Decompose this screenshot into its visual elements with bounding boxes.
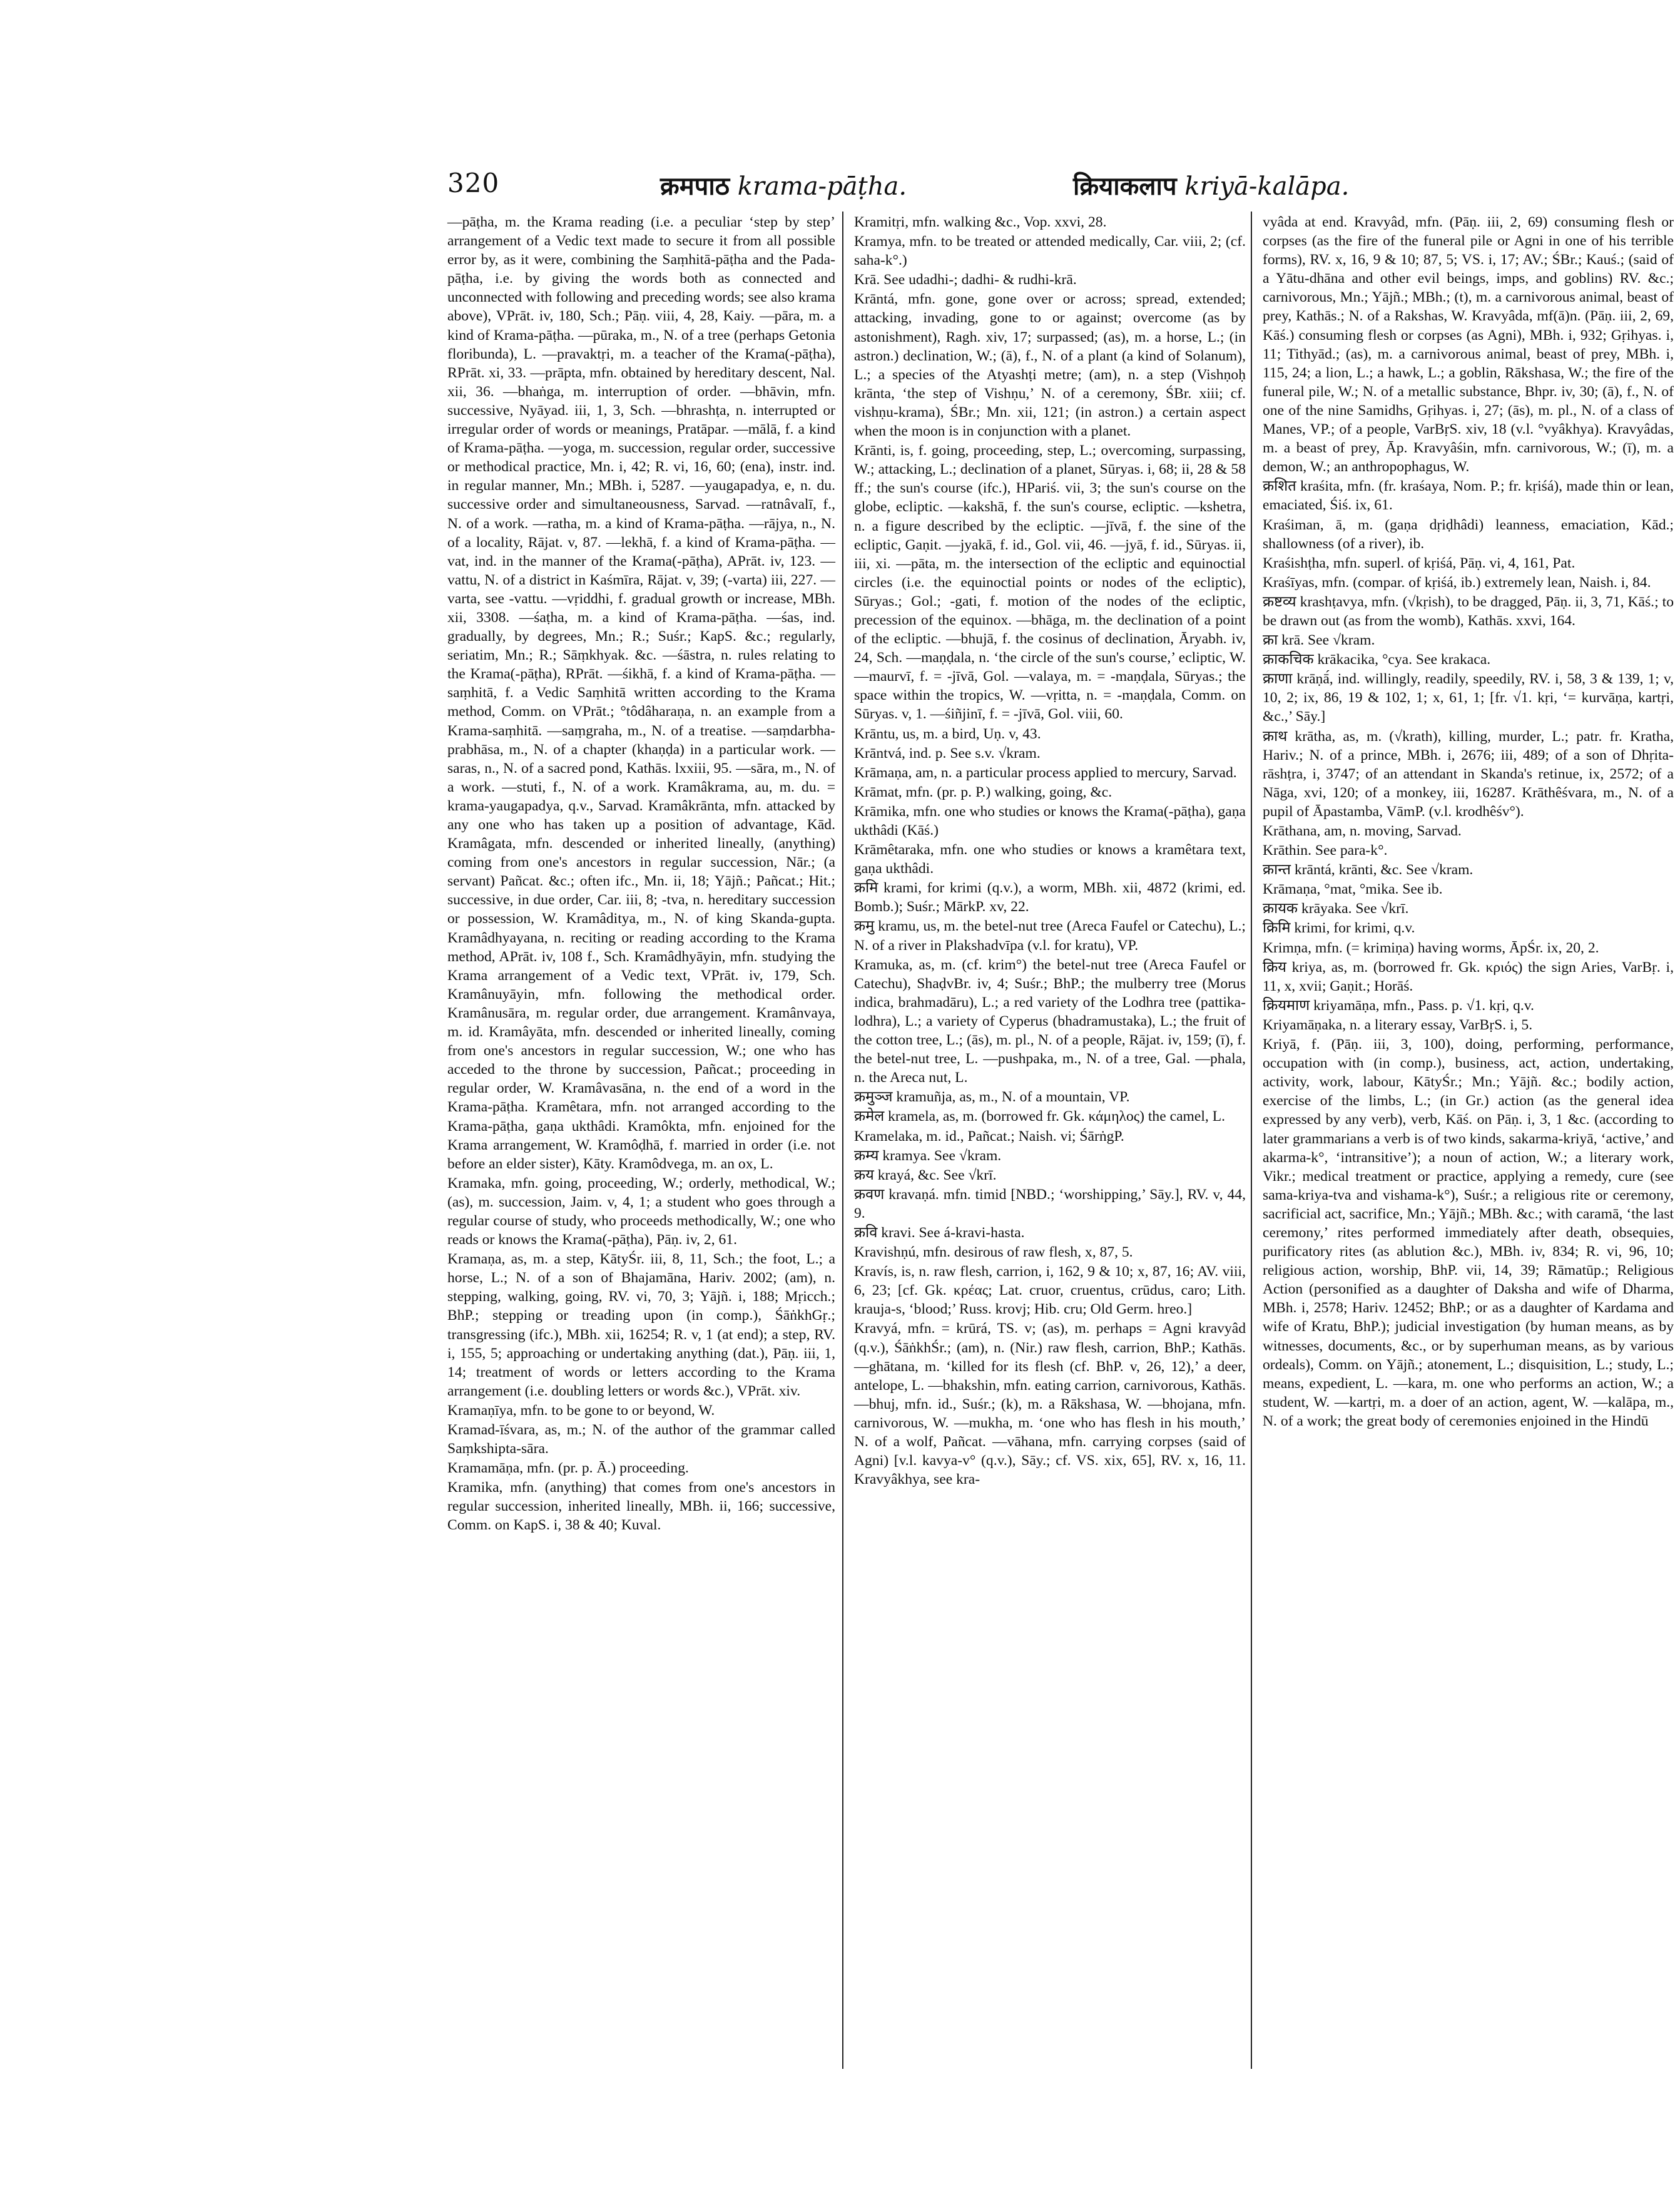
entry [854, 956, 1246, 1088]
entry-text: Kraśīyas, mfn. (compar. of kṛiśá, ib.) extremely lean, Naish. i, 84. [1263, 574, 1651, 591]
entry [1263, 1016, 1674, 1034]
entry-text: Kraśiman, ā, m. (gaṇa dṛiḍhâdi) leanness, emaciation, Kād.; shallowness (of a river), ib. [1263, 516, 1674, 552]
entry-text: Kramya, mfn. to be treated or attended medically, Car. viii, 2; (cf. saha-k°.) [854, 233, 1246, 269]
entry-text: क्रवण kravaṇá. mfn. timid [NBD.; ‘worshipping,’ Sāy.], RV. v, 44, 9. [854, 1186, 1246, 1222]
header-left-headword [660, 168, 907, 202]
entry [1263, 899, 1674, 918]
entry-text: क्रमुञ्ज kramuñja, as, m., N. of a mountain, VP. [854, 1089, 1130, 1106]
entry [447, 213, 835, 1173]
entry [447, 1421, 835, 1458]
entry [854, 840, 1246, 878]
entry-text: vyâda at end. Kravyâd, mfn. (Pāṇ. iii, 2, 69) consuming flesh or corpses (as the fire of the funeral pile or Agni in one of his terrible forms), RV. x, 16, 9 & 10; 87, 5; VS. i, 17; AV.; ŚBr.; Kauś.; (said of a Yātu-dhāna and other evil beings, imps, and goblins) RV. &c.; carnivorous, Mn.; Yājñ.; MBh.; (t), m. a carnivorous animal, beast of prey, Kathās.; N. of a Rakshas, W. Kravyâda, mf(ā)n. (Pāṇ. iii, 2, 69, Kāś.) consuming flesh or corpses (as Agni), MBh. i, 932; Gṛihyas. i, 11; Tithyād.; (as), m. a carnivorous animal, beast of prey, MBh. i, 115, 24; a lion, L.; a hawk, L.; a goblin, Rākshasa, W.; the fire of the funeral pile, W.; N. of a metallic substance, Bhpr. iv, 30; (ā), f., N. of one of the nine Samidhs, Gṛihyas. i, 27; (ās), m. pl., N. of a class of Manes, VP.; of a people, VarBṛS. xiv, 18 (v.l. °vyâkhya). Kravyâdas, m. a beast of prey, Āp. Kravyâśin, mfn. carnivorous, W.; (ī), m. a demon, W.; an anthropophagus, W. [1263, 214, 1674, 476]
entry [1263, 822, 1674, 840]
entry-text: Kravishṇú, mfn. desirous of raw flesh, x, 87, 5. [854, 1244, 1133, 1261]
entry-text: क्रमेल kramela, as, m. (borrowed fr. Gk. κάμηλος) the camel, L. [854, 1108, 1226, 1125]
entry-text: क्रान्त krāntá, krānti, &c. See √kram. [1263, 862, 1474, 879]
entry [854, 1223, 1246, 1242]
entry [854, 802, 1246, 840]
entry-text: Kramaka, mfn. going, proceeding, W.; orderly, methodical, W.; (as), m. succession, Jaim. v, 4, 1; a student who goes through a regular course of study, who proceeds methodically, W.; one who reads or knows the Krama(-pāṭha), Pāṇ. iv, 2, 61. [447, 1175, 835, 1248]
entry [1263, 1035, 1674, 1431]
column-2 [854, 213, 1246, 2140]
entry-text: क्रम्य kramya. See √kram. [854, 1147, 1002, 1164]
entry [1263, 841, 1674, 860]
entry [1263, 880, 1674, 899]
entry-text: Kramelaka, m. id., Pañcat.; Naish. vi; ŚārṅgP. [854, 1128, 1124, 1145]
entry [447, 1250, 835, 1401]
entry [854, 213, 1246, 232]
entry [1263, 554, 1674, 573]
entry-text: क्राणा krāṇā́, ind. willingly, readily, speedily, RV. i, 58, 3 & 139, 1; v, 10, 2; ix, 86, 19 & 102, 1; x, 61, 1; [fr. √1. kṛi, ‘= kurvāṇa, kartṛi, &c.,’ Sāy.] [1263, 671, 1674, 725]
entry-text: Krāntá, mfn. gone, gone over or across; spread, extended; attacking, invading, gone to or against; overcome (as by astonishment), Ragh. xiv, 17; surpassed; (as), m. a horse, L.; (in astron.) declination, W.; (ā), f., N. of a plant (a kind of Solanum), L.; a species of the Atyashṭi metre; (am), n. a step (Vishṇoḥ krānta, ‘the step of Vishṇu,’ N. of a ceremony, ŚBr. xiii; cf. vishṇu-krama), ŚBr.; Mn. xii, 121; (in astron.) a certain aspect when the moon is in conjunction with a planet. [854, 291, 1246, 440]
entry-text: —pāṭha, m. the Krama reading (i.e. a peculiar ‘step by step’ arrangement of a Vedic text made to secure it from all possible error by, as it were, combining the Saṃhitā-pāṭha and the Pada-pāṭha, i.e. by giving the words both as connected and unconnected with following and preceding words; see also krama above), VPrāt. iv, 180, Sch.; Pāṇ. viii, 4, 28, Kaiy. —pāra, m. a kind of Krama-pāṭha. —pūraka, m., N. of a tree (perhaps Getonia floribunda), L. —pravaktṛi, m. a teacher of the Krama(-pāṭha), RPrāt. xi, 33. —prāpta, mfn. obtained by hereditary descent, Nal. xii, 36. —bhaṅga, m. interruption of order. —bhāvin, mfn. successive, Nyāyad. iii, 1, 3, Sch. —bhrashṭa, n. interrupted or irregular order of words or meanings, Pratāpar. —mālā, f. a kind of Krama-pāṭha. —yoga, m. succession, regular order, successive or methodical practice, Mn. i, 42; R. vi, 16, 60; (ena), instr. ind. in regular manner, Mn.; MBh. i, 5287. —yaugapadya, e, n. du. successive order and simultaneousness, Sarvad. —ratnâvalī, f., N. of a work. —ratha, m. a kind of Krama-pāṭha. —rājya, n., N. of a locality, Rājat. v, 87. —lekhā, f. a kind of Krama-pāṭha. —vat, ind. in the manner of the Krama(-pāṭha), APrāt. iv, 123. —vattu, N. of a district in Kaśmīra, Rājat. v, 39; (-varta) iii, 227. —varta, see -vattu. —vṛiddhi, f. gradual growth or increase, MBh. xii, 3308. —śaṭha, m. a kind of Krama-pāṭha. —śas, ind. gradually, by degrees, Mn.; R.; Suśr.; KapS. &c.; regularly, seriatim, Mn.; R.; Sāṃkhyak. &c. —śāstra, n. rules relating to the Krama(-pāṭha), RPrāt. —śikhā, f. a kind of Krama-pāṭha. —saṃhitā, f. a Vedic Saṃhitā written according to the Krama method, Comm. on VPrāt.; °tôdâharaṇa, n. an example from a Krama-saṃhitā. —saṃgraha, m., N. of a treatise. —saṃdarbha-prabhāsa, m., N. of a chapter (khaṇḍa) in a particular work. —saras, n., N. of a sacred pond, Kathās. lxxiii, 95. —sāra, m., N. of a work. —stuti, f., N. of a work. Kramâkrama, au, m. du. = krama-yaugapadya, q.v., Sarvad. Kramâkrānta, mfn. attacked by any one who has taken up a position of advantage, Kād. Kramâgata, mfn. descended or inherited lineally, (anything) coming from one's ancestors in regular succession, Nār.; (a servant) Pañcat. &c.; often ifc., Mn. ii, 18; Yājñ.; Pañcat.; Hit.; successive, in due order, Car. iii, 8; -tva, n. hereditary succession or possession, W. Kramâditya, m., N. of king Skanda-gupta. Kramâdhyayana, n. reciting or reading according to the Krama method, APrāt. iv, 108 f., Sch. Kramâdhyāyin, mfn. studying the Krama arrangement of a Vedic text, VPrāt. iv, 179, Sch. Kramânuyāyin, mfn. following the methodical order. Kramânusāra, m. regular order, due arrangement. Kramânvaya, m. id. Kramâyāta, mfn. descended or inherited lineally, coming from one's ancestors in regular succession, W.; one who has acceded to the throne by succession, Pañcat.; proceeding in regular order, W. Kramâvasāna, n. the end of a word in the Krama-pāṭha. Kramêtara, mfn. not arranged according to the Krama-pāṭha, gaṇa ukthâdi. Kramôkta, mfn. enjoined for the Krama arrangement, W. Kramôḍhā, f. married in order (i.e. not before an elder sister), Kāty. Kramôdvega, m. an ox, L. [447, 214, 835, 1172]
entry [1263, 996, 1674, 1015]
entry-text: Kramaṇa, as, m. a step, KātyŚr. iii, 8, 11, Sch.; the foot, L.; a horse, L.; N. of a son of Bhajamāna, Hariv. 2002; (am), n. stepping, walking, going, RV. vi, 70, 3; Yājñ. i, 188; Mṛicch.; BhP.; stepping or treading upon (in comp.), ŚāṅkhGṛ.; transgressing (ifc.), MBh. xii, 16254; R. v, 1 (at end); a step, RV. i, 155, 5; approaching or undertaking anything (dat.), Pāṇ. iii, 1, 14; treatment of words or letters according to the Krama arrangement (i.e. doubling letters or words &c.), VPrāt. xiv. [447, 1251, 835, 1399]
column-divider-1 [842, 212, 843, 2069]
entry [1263, 939, 1674, 957]
entry [1263, 860, 1674, 879]
entry [1263, 516, 1674, 553]
entry [854, 1319, 1246, 1489]
entry [854, 1166, 1246, 1185]
entry-text: क्रियमाण kriyamāṇa, mfn., Pass. p. √1. kṛi, q.v. [1263, 997, 1534, 1014]
entry-text: क्रमि krami, for krimi (q.v.), a worm, MBh. xii, 4872 (krimi, ed. Bomb.); Suśr.; MārkP. xv, 22. [854, 880, 1246, 916]
entry [854, 1146, 1246, 1165]
entry [854, 1088, 1246, 1106]
entry [854, 917, 1246, 954]
entry [854, 763, 1246, 782]
entry [1263, 958, 1674, 996]
entry [1263, 650, 1674, 669]
running-header [447, 168, 1680, 205]
entry-text: Krimṇa, mfn. (= krimiṇa) having worms, ĀpŚr. ix, 20, 2. [1263, 939, 1599, 956]
entry-text: Kravyá, mfn. = krūrá, TS. v; (as), m. perhaps = Agni kravyâd (q.v.), ŚāṅkhŚr.; (am), n. (Nir.) raw flesh, carrion, BhP.; Kathās. —ghātana, m. ‘killed for its flesh (cf. BhP. v, 26, 12),’ a deer, antelope, L. —bhakshin, mfn. eating carrion, carnivorous, Kathās. —bhuj, mfn. id., Suśr.; (k), m. a Rākshasa, W. —bhojana, mfn. carnivorous, W. —mukha, m. ‘one who has flesh in his mouth,’ N. of a wolf, Pañcat. —vāhana, mfn. carrying corpses (said of Agni) [v.l. kavya-v° (q.v.), Sāy.; cf. VS. xix, 65], RV. x, 16, 11. Kravyâkhya, see kra- [854, 1320, 1246, 1488]
entry-text: Krāmêtaraka, mfn. one who studies or knows a kramêtara text, gaṇa ukthâdi. [854, 842, 1246, 877]
entry [1263, 573, 1674, 592]
entry-text: Krāmat, mfn. (pr. p. P.) walking, going, &c. [854, 783, 1112, 800]
entry-text: Krā. See udadhi-; dadhi- & rudhi-krā. [854, 272, 1077, 288]
entry-text: क्रष्टव्य krashṭavya, mfn. (√kṛish), to be dragged, Pāṇ. ii, 3, 71, Kāś.; to be drawn out (as from the womb), Kathās. xxvi, 164. [1263, 593, 1674, 629]
page-number: 320 [447, 168, 500, 198]
entry-text: क्राथ krātha, as, m. (√krath), killing, murder, L.; patr. fr. Kratha, Hariv.; N. of a prince, MBh. i, 2676; iii, 489; of a son of Dhṛita-rāshṭra, i, 3747; of an attendant in Skanda's retinue, ix, 2572; of a Nāga, xvi, 120; of a monkey, iii, 16287. Krāthêśvara, m., N. of a pupil of Āpastamba, VāmP. (v.l. krodhêśv°). [1263, 728, 1674, 820]
entry-text: क्रिय kriya, as, m. (borrowed fr. Gk. κριός) the sign Aries, VarBṛ. i, 11, x, xvii; Gaṇit.; Horāś. [1263, 959, 1674, 994]
entry-text: Kraśishṭha, mfn. superl. of kṛiśá, Pāṇ. vi, 4, 161, Pat. [1263, 554, 1576, 571]
entry [854, 232, 1246, 270]
column-divider-2 [1251, 212, 1252, 2069]
entry [1263, 477, 1674, 514]
entry-text: Kriyā, f. (Pāṇ. iii, 3, 100), doing, performing, performance, occupation with (in comp.), business, act, action, undertaking, activity, work, labour, KātyŚr.; Mn.; Yājñ. &c.; bodily action, exercise of the limbs, L.; (in Gr.) action (as the general idea expressed by any verb), verb, Kāś. on Pāṇ. i, 3, 1 &c. (according to later grammarians a verb is of two kinds, sakarma-kriyā, ‘active,’ and akarma-k°, ‘intransitive’); a noun of action, W.; a literary work, Vikr.; medical treatment or practice, applying a remedy, cure (see sama-kriya-tva and vishama-k°), Suśr.; a religious rite or ceremony, sacrificial act, sacrifice, Mn.; Yājñ.; MBh. &c.; with caramā, ‘the last ceremony,’ rites performed immediately after death, obsequies, purificatory rites (as ablution &c.), MBh. iv, 834; R. vi, 96, 10; religious action, worship, BhP. vii, 14, 39; Rāmatūp.; Religious Action (personified as a daughter of Daksha and wife of Dharma, MBh. i, 2578; Hariv. 12452; BhP.; or as a daughter of Kardama and wife of Kratu, BhP.); judicial investigation (by human means, as by witnesses, documents, &c., or by superhuman means, as by various ordeals), Comm. on Yājñ.; atonement, L.; disquisition, L.; study, L.; means, expedient, L. —kara, m. one who performs an action, W.; a student, W. —kartṛi, m. a doer of an action, agent, W. —kalāpa, m., N. of a work; the great body of ceremonies enjoined in the Hindū [1263, 1036, 1674, 1429]
entry [447, 1459, 835, 1477]
entry-text: Krāmaṇa, am, n. a particular process applied to mercury, Sarvad. [854, 764, 1237, 781]
entry-text: Kramad-īśvara, as, m.; N. of the author of the grammar called Saṃkshipta-sāra. [447, 1422, 835, 1457]
entry-text: क्राकचिक krākacika, °cya. See krakaca. [1263, 651, 1491, 668]
entry-text: Krāthana, am, n. moving, Sarvad. [1263, 823, 1462, 839]
column-3 [1263, 213, 1674, 2140]
entry [1263, 919, 1674, 937]
entry-text: क्रा krā. See √kram. [1263, 632, 1375, 649]
entry-text: क्रय krayá, &c. See √krī. [854, 1166, 997, 1183]
entry-text: Krāthin. See para-k°. [1263, 842, 1388, 859]
entry-text: क्रिमि krimi, for krimi, q.v. [1263, 920, 1415, 937]
header-left-devanagari: क्रमपाठ [660, 172, 730, 201]
entry [447, 1174, 835, 1249]
entry-text: क्रवि kravi. See á-kravi-hasta. [854, 1224, 1025, 1241]
header-left-transliteration: krama-pāṭha. [737, 172, 907, 201]
entry [854, 725, 1246, 743]
entry-text: Kravís, is, n. raw flesh, carrion, i, 162, 9 & 10; x, 87, 16; AV. viii, 6, 23; [cf. Gk. κρέας; Lat. cruor, cruentus, crūdus, caro; Lith. krauja-s, ‘blood;’ Russ. krovj; Hib. cru; Old Germ. hreo.] [854, 1263, 1246, 1318]
entry-text: Krāntu, us, m. a bird, Uṇ. v, 43. [854, 725, 1041, 742]
entry-text: क्रायक krāyaka. See √krī. [1263, 901, 1409, 917]
entry [1263, 593, 1674, 630]
entry-text: Krānti, is, f. going, proceeding, step, L.; overcoming, surpassing, W.; attacking, L.; declination of a planet, Sūryas. i, 68; ii, 28 & 58 ff.; the sun's course (ifc.), HPariś. vii, 3; the sun's course on the globe, ecliptic. —kakshā, f. the sun's course, ecliptic. —kshetra, n. a figure described by the ecliptic. —jīvā, f. the sine of the ecliptic, Gaṇit. —jyakā, f. id., Gol. vii, 46. —jyā, f. id., Sūryas. ii, iii, xi. —pāta, m. the intersection of the ecliptic and equinoctial circles (i.e. the equinoctial points or nodes of the ecliptic), Sūryas.; Gol.; -gati, f. motion of the nodes of the ecliptic, precession of the equinox. —bhāga, m. the declination of a point of the ecliptic. —bhujā, f. the cosinus of declination, Āryabh. iv, 24, Sch. —maṇḍala, n. ‘the circle of the sun's course,’ ecliptic, W. —maurvī, f. = -jīvā, Gol. —valaya, m. = -maṇḍala, Sūryas.; the space within the tropics, W. —vṛitta, n. = -maṇḍala, Comm. on Sūryas. v, 1. —śiñjinī, f. = -jīvā, Gol. viii, 60. [854, 442, 1246, 723]
entry-text: Kramika, mfn. (anything) that comes from one's ancestors in regular succession, inherited lineally, MBh. ii, 166; successive, Comm. on KapS. i, 38 & 40; Kuval. [447, 1479, 835, 1534]
entry [854, 1127, 1246, 1146]
entry [1263, 213, 1674, 476]
entry-text: Kriyamāṇaka, n. a literary essay, VarBṛS. i, 5. [1263, 1016, 1533, 1033]
entry-text: Kramuka, as, m. (cf. krim°) the betel-nut tree (Areca Faufel or Catechu), ShaḍvBr. iv, 4; Suśr.; BhP.; the mulberry tree (Morus indica, brahmadāru), L.; a red variety of the Lodhra tree (pattika-lodhra), L.; a variety of Cyperus (bhadramustaka), L.; the fruit of the cotton tree, L.; (ās), m. pl., N. of a people, Rājat. iv, 159; (ī), f. the betel-nut tree, L. —pushpaka, m., N. of a tree, Gal. —phala, n. the Areca nut, L. [854, 956, 1246, 1086]
entry-text: Kramamāṇa, mfn. (pr. p. Ā.) proceeding. [447, 1460, 689, 1477]
entry-text: क्रमु kramu, us, m. the betel-nut tree (Areca Faufel or Catechu), L.; N. of a river in Plakshadvīpa (v.l. for kratu), VP. [854, 918, 1246, 954]
entry [1263, 670, 1674, 726]
entry [854, 290, 1246, 441]
entry-text: Kramitṛi, mfn. walking &c., Vop. xxvi, 28. [854, 214, 1107, 230]
entry [854, 744, 1246, 763]
entry [854, 1262, 1246, 1319]
entry [1263, 727, 1674, 821]
entry-text: Krāmaṇa, °mat, °mika. See ib. [1263, 881, 1443, 898]
header-right-devanagari: क्रियाकलाप [1073, 172, 1177, 201]
entry-text: क्रशित kraśita, mfn. (fr. kraśaya, Nom. P.; fr. kṛiśá), made thin or lean, emaciated, Śiś. ix, 61. [1263, 478, 1674, 514]
entry-text: Krāntvá, ind. p. See s.v. √kram. [854, 745, 1041, 762]
entry [854, 879, 1246, 916]
entry [447, 1478, 835, 1534]
entry-text: Krāmika, mfn. one who studies or knows the Krama(-pāṭha), gaṇa ukthâdi (Kāś.) [854, 803, 1246, 839]
entry [854, 1185, 1246, 1223]
entry [854, 270, 1246, 289]
entry [447, 1401, 835, 1420]
entry [854, 1107, 1246, 1126]
entry-text: Kramaṇīya, mfn. to be gone to or beyond, W. [447, 1402, 715, 1419]
header-right-transliteration: kriyā-kalāpa. [1184, 172, 1350, 201]
entry [1263, 631, 1674, 650]
entry [854, 783, 1246, 802]
column-1 [447, 213, 835, 2140]
entry [854, 441, 1246, 723]
entry [854, 1243, 1246, 1262]
header-right-headword [1073, 168, 1349, 202]
